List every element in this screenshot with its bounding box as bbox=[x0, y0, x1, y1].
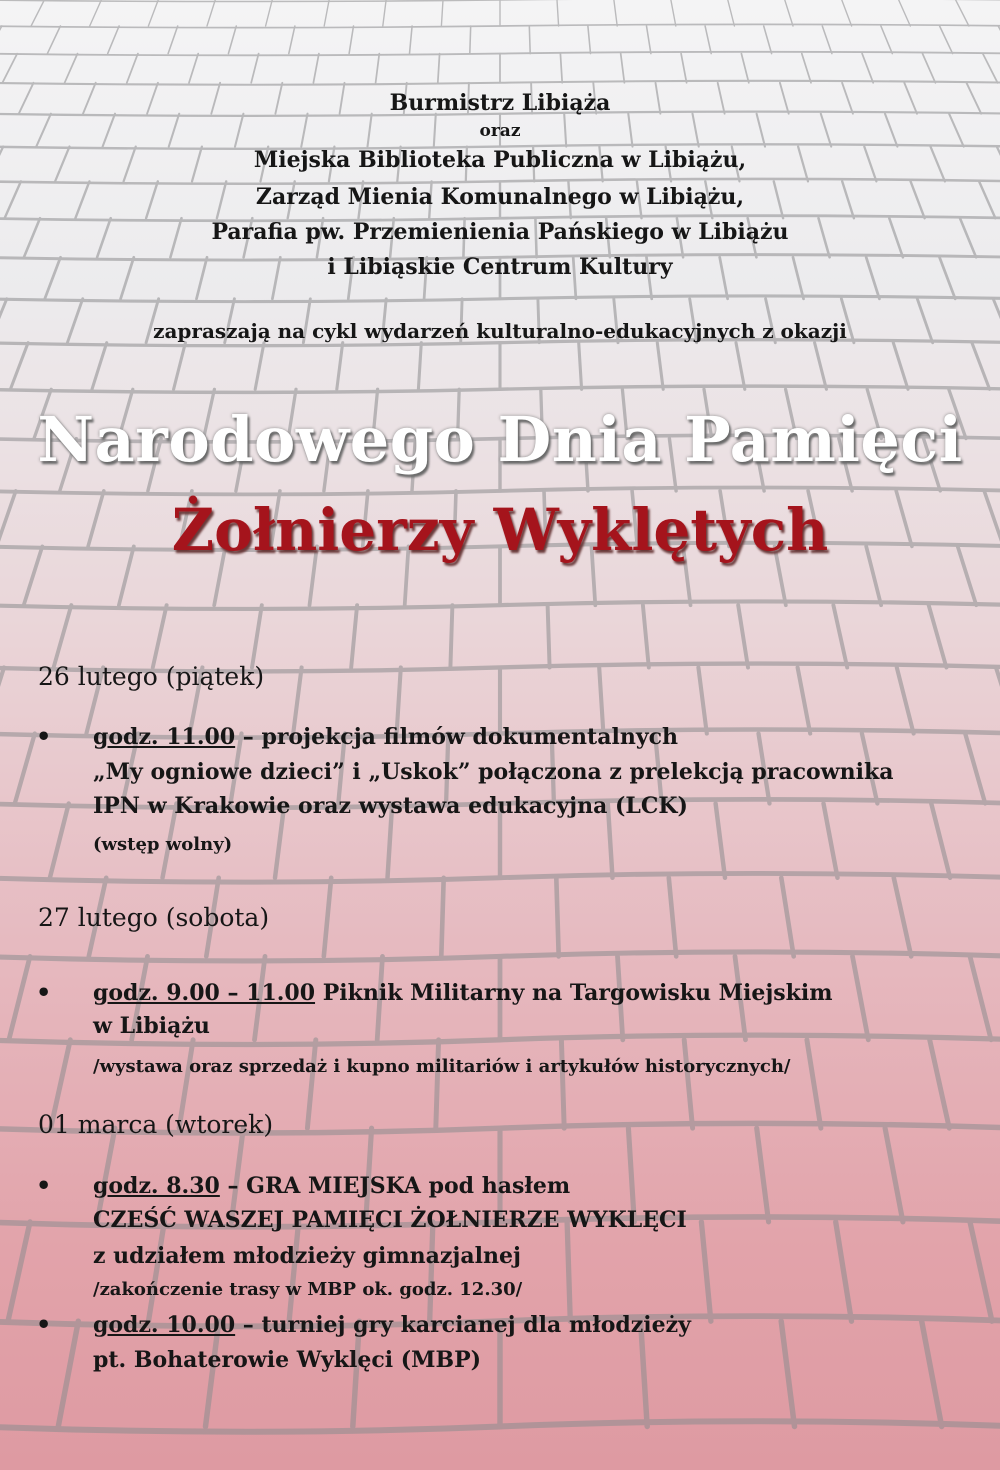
event-time: godz. 9.00 – 11.00 bbox=[93, 980, 316, 1006]
event-line bbox=[93, 720, 678, 754]
event-line bbox=[93, 1169, 570, 1203]
event-text: Piknik Militarny na Targowisku Miejskim bbox=[315, 980, 833, 1006]
bullet-icon: • bbox=[36, 1171, 52, 1200]
event-note: (wstęp wolny) bbox=[93, 834, 233, 855]
title-line-2: Żołnierzy Wyklętych bbox=[171, 496, 829, 564]
organizer-library: Miejska Biblioteka Publiczna w Libiążu, bbox=[253, 147, 747, 173]
event-note: /zakończenie trasy w MBP ok. godz. 12.30/ bbox=[93, 1279, 523, 1300]
event-text: – GRA MIEJSKA pod hasłem bbox=[219, 1173, 571, 1199]
invitation-text: zapraszają na cykl wydarzeń kulturalno-edukacyjnych z okazji bbox=[153, 319, 847, 343]
bullet-icon: • bbox=[36, 722, 52, 751]
bullet-icon: • bbox=[36, 978, 52, 1007]
organizer-parish: Parafia pw. Przemienienia Pańskiego w Libiążu bbox=[211, 219, 789, 245]
event-line: „My ogniowe dzieci” i „Uskok” połączona z prelekcją pracownika bbox=[93, 759, 894, 785]
organizer-conjunction: oraz bbox=[479, 121, 521, 141]
organizer-zmk: Zarząd Mienia Komunalnego w Libiążu, bbox=[255, 184, 745, 210]
bullet-icon: • bbox=[36, 1310, 52, 1339]
event-line: IPN w Krakowie oraz wystawa edukacyjna (LCK) bbox=[93, 793, 688, 819]
event-line: z udziałem młodzieży gimnazjalnej bbox=[93, 1243, 521, 1269]
event-note: /wystawa oraz sprzedaż i kupno militariów i artykułów historycznych/ bbox=[93, 1056, 791, 1077]
day-heading-mar-01: 01 marca (wtorek) bbox=[38, 1110, 274, 1139]
event-time: godz. 10.00 bbox=[93, 1312, 236, 1338]
event-line bbox=[93, 1308, 691, 1342]
day-heading-feb-26: 26 lutego (piątek) bbox=[38, 662, 265, 691]
title-line-1: Narodowego Dnia Pamięci bbox=[37, 403, 963, 476]
event-line: CZEŚĆ WASZEJ PAMIĘCI ŻOŁNIERZE WYKLĘCI bbox=[93, 1207, 687, 1233]
event-text: – projekcja filmów dokumentalnych bbox=[235, 724, 678, 750]
event-line: w Libiążu bbox=[93, 1013, 210, 1039]
event-line: pt. Bohaterowie Wyklęci (MBP) bbox=[93, 1347, 482, 1373]
organizer-lck: i Libiąskie Centrum Kultury bbox=[327, 254, 673, 280]
event-time: godz. 11.00 bbox=[93, 724, 236, 750]
organizer-mayor: Burmistrz Libiąża bbox=[389, 90, 611, 116]
day-heading-feb-27: 27 lutego (sobota) bbox=[38, 903, 270, 932]
event-text: – turniej gry karcianej dla młodzieży bbox=[235, 1312, 691, 1338]
event-time: godz. 8.30 bbox=[93, 1173, 220, 1199]
event-line bbox=[93, 976, 833, 1010]
